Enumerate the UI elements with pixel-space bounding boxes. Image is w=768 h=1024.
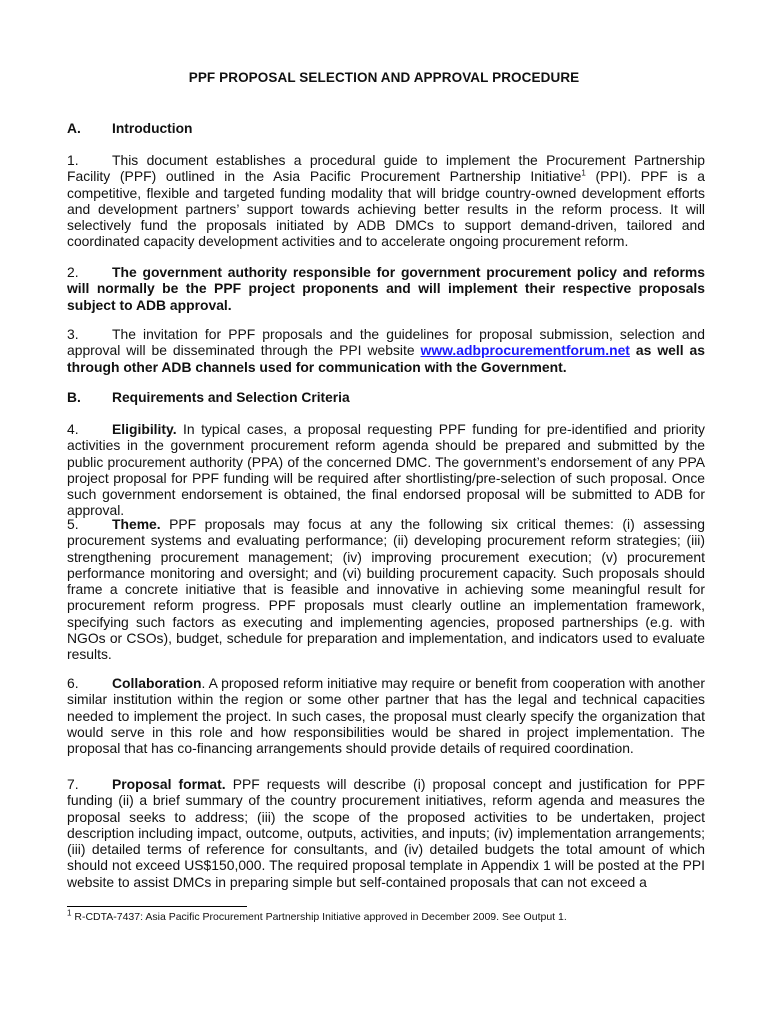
paragraph-text: PPF requests will describe (i) proposal concept and justification for PPF funding (ii) a brief summary of the country procurement initiatives, reform agenda and measures the proposal seeks to address; (iii) the scope of the proposed activities to be undertaken, project description including impact, outcome, outputs, activities, and inputs; (iv) implementation arrangements; (iii) detailed terms of reference for consultants, and (iv) detailed budgets the total amount of which should not exceed US$150,000. The required proposal template in Appendix 1 will be posted at the PPI website to assist DMCs in preparing simple but self-contained proposals that can not exceed a <box>67 776 705 890</box>
paragraph-3 <box>67 326 705 375</box>
paragraph-number: 2. <box>67 264 79 280</box>
footnote-text: R-CDTA-7437: Asia Pacific Procurement Partnership Initiative approved in December 2009. See Output 1. <box>71 911 567 923</box>
document-title: PPF PROPOSAL SELECTION AND APPROVAL PROCEDURE <box>188 70 580 85</box>
paragraph-number: 5. <box>67 516 79 532</box>
section-heading-b <box>67 390 350 405</box>
paragraph-lead: Theme. <box>112 516 161 532</box>
footnote <box>67 908 567 923</box>
section-label: A. <box>67 121 81 136</box>
section-title: Introduction <box>112 121 193 136</box>
paragraph-text: This document establishes a procedural guide to implement the Procurement Partnership Facility (PPF) outlined in the Asia Pacific Procurement Partnership Initiative <box>67 152 705 185</box>
section-title: Requirements and Selection Criteria <box>112 390 350 405</box>
paragraph-lead: Eligibility. <box>112 421 177 437</box>
paragraph-text: PPF proposals may focus at any the following six critical themes: (i) assessing procurement systems and evaluating performance; (ii) developing procurement reform strategies; (iii) strengthening procurement management; (iv) improving procurement execution; (v) procurement performance monitoring and oversight; and (vi) building procurement capacity. Such proposals should frame a concrete initiative that is feasible and innovative in achieving some meaningful result for procurement reform progress. PPF proposals must clearly outline an implementation framework, specifying such factors as executing and implementing agencies, proposed partnerships (e.g. with NGOs or CSOs), budget, schedule for preparation and implementation, and indicators used to evaluate results. <box>67 516 705 663</box>
paragraph-number: 4. <box>67 421 79 437</box>
paragraph-5 <box>67 516 705 663</box>
paragraph-number: 1. <box>67 152 79 168</box>
paragraph-number: 3. <box>67 326 79 342</box>
paragraph-number: 7. <box>67 776 79 792</box>
website-link[interactable]: www.adbprocurementforum.net <box>420 342 630 359</box>
paragraph-text-cont: as well as through other ADB channels used for communication with the Government. <box>67 342 705 375</box>
section-heading-a <box>67 121 192 136</box>
footnote-mark: 1 <box>67 908 72 918</box>
paragraph-lead: Collaboration <box>112 675 202 691</box>
paragraph-2 <box>67 264 705 313</box>
paragraph-4 <box>67 421 705 519</box>
footnote-reference[interactable]: 1 <box>581 168 586 178</box>
paragraph-text: In typical cases, a proposal requesting PPF funding for pre-identified and priority activities in the government procurement reform agenda should be prepared and submitted by the public procurement authority (PPA) of the concerned DMC. The government’s endorsement of any PPA project proposal for PPF funding will be required after shortlisting/pre-selection of such proposal. Once such government endorsement is obtained, the final endorsed proposal will be submitted to ADB for approval. <box>67 421 705 519</box>
paragraph-text: The invitation for PPF proposals and the guidelines for proposal submission, selection and approval will be disseminated through the PPI website <box>67 326 705 359</box>
paragraph-lead: Proposal format. <box>112 776 226 792</box>
paragraph-number: 6. <box>67 675 79 691</box>
paragraph-1 <box>67 152 705 250</box>
paragraph-text-cont: (PPI). PPF is a competitive, flexible and targeted funding modality that will bridge country-owned development efforts and development partners’ support towards achieving better results in the reform process. It will selectively fund the proposals initiated by ADB DMCs to support demand-driven, tailored and coordinated capacity development activities and to accelerate ongoing procurement reform. <box>67 168 705 250</box>
section-label: B. <box>67 390 81 405</box>
paragraph-text: The government authority responsible for government procurement policy and reforms will normally be the PPF project proponents and will implement their respective proposals subject to ADB approval. <box>67 264 705 313</box>
paragraph-6 <box>67 675 705 756</box>
footnote-divider <box>67 906 247 907</box>
paragraph-text: . A proposed reform initiative may require or benefit from cooperation with another similar institution within the region or some other partner that has the legal and technical capacities needed to implement the project. In such cases, the proposal must clearly specify the organization that would serve in this role and how responsibilities would be shared in project implementation. The proposal that has co-financing arrangements should provide details of required coordination. <box>67 675 705 757</box>
paragraph-7 <box>67 776 705 890</box>
